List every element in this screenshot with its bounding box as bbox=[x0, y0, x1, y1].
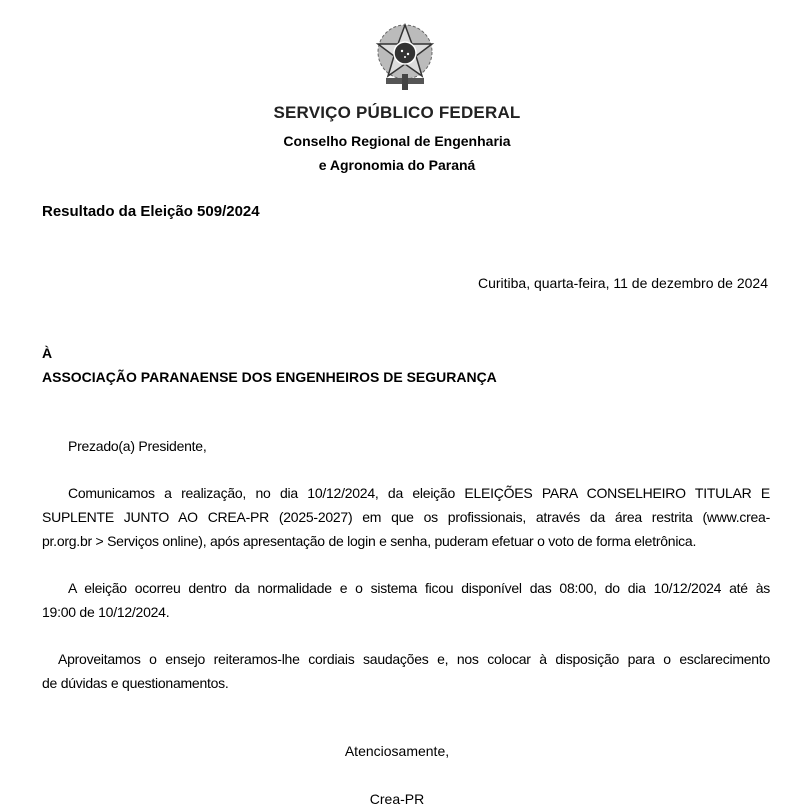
recipient-prefix: À bbox=[42, 345, 53, 361]
greeting: Prezado(a) Presidente, bbox=[68, 438, 207, 454]
org-name-line2: e Agronomia do Paraná bbox=[318, 157, 476, 173]
recipient-name: ASSOCIAÇÃO PARANAENSE DOS ENGENHEIROS DE SEGURANÇA bbox=[42, 369, 497, 385]
service-heading: SERVIÇO PÚBLICO FEDERAL bbox=[273, 103, 521, 122]
closing-salutation: Atenciosamente, bbox=[344, 743, 450, 759]
paragraph-line: pr.org.br > Serviços online), após apresentação de login e senha, puderam efetuar o voto de forma eletrônica. bbox=[42, 533, 697, 549]
document-title: Resultado da Eleição 509/2024 bbox=[42, 203, 260, 220]
place-date: Curitiba, quarta-feira, 11 de dezembro de 2024 bbox=[477, 275, 768, 291]
emblem-icon bbox=[372, 22, 438, 92]
org-name-line1: Conselho Regional de Engenharia bbox=[283, 133, 511, 149]
paragraph-announcement bbox=[42, 481, 770, 553]
paragraph-closing-remarks bbox=[42, 647, 770, 695]
coat-of-arms-emblem bbox=[372, 22, 438, 92]
paragraph-line: Aproveitamos o ensejo reiteramos-lhe cordiais saudações e, nos colocar à disposição para o esclarecimento bbox=[58, 651, 770, 667]
paragraph-line: Comunicamos a realização, no dia 10/12/2024, da eleição ELEIÇÕES PARA CONSELHEIRO TITULAR E bbox=[68, 485, 770, 501]
paragraph-line: SUPLENTE JUNTO AO CREA-PR (2025-2027) em que os profissionais, através da área restrita (www.crea- bbox=[42, 509, 770, 525]
paragraph-line: A eleição ocorreu dentro da normalidade e o sistema ficou disponível das 08:00, do dia 10/12/2024 até às bbox=[68, 580, 770, 596]
paragraph-line: de dúvidas e questionamentos. bbox=[42, 675, 229, 691]
paragraph-election-status bbox=[42, 576, 770, 624]
signature: Crea-PR bbox=[369, 791, 425, 807]
paragraph-line: 19:00 de 10/12/2024. bbox=[42, 604, 170, 620]
